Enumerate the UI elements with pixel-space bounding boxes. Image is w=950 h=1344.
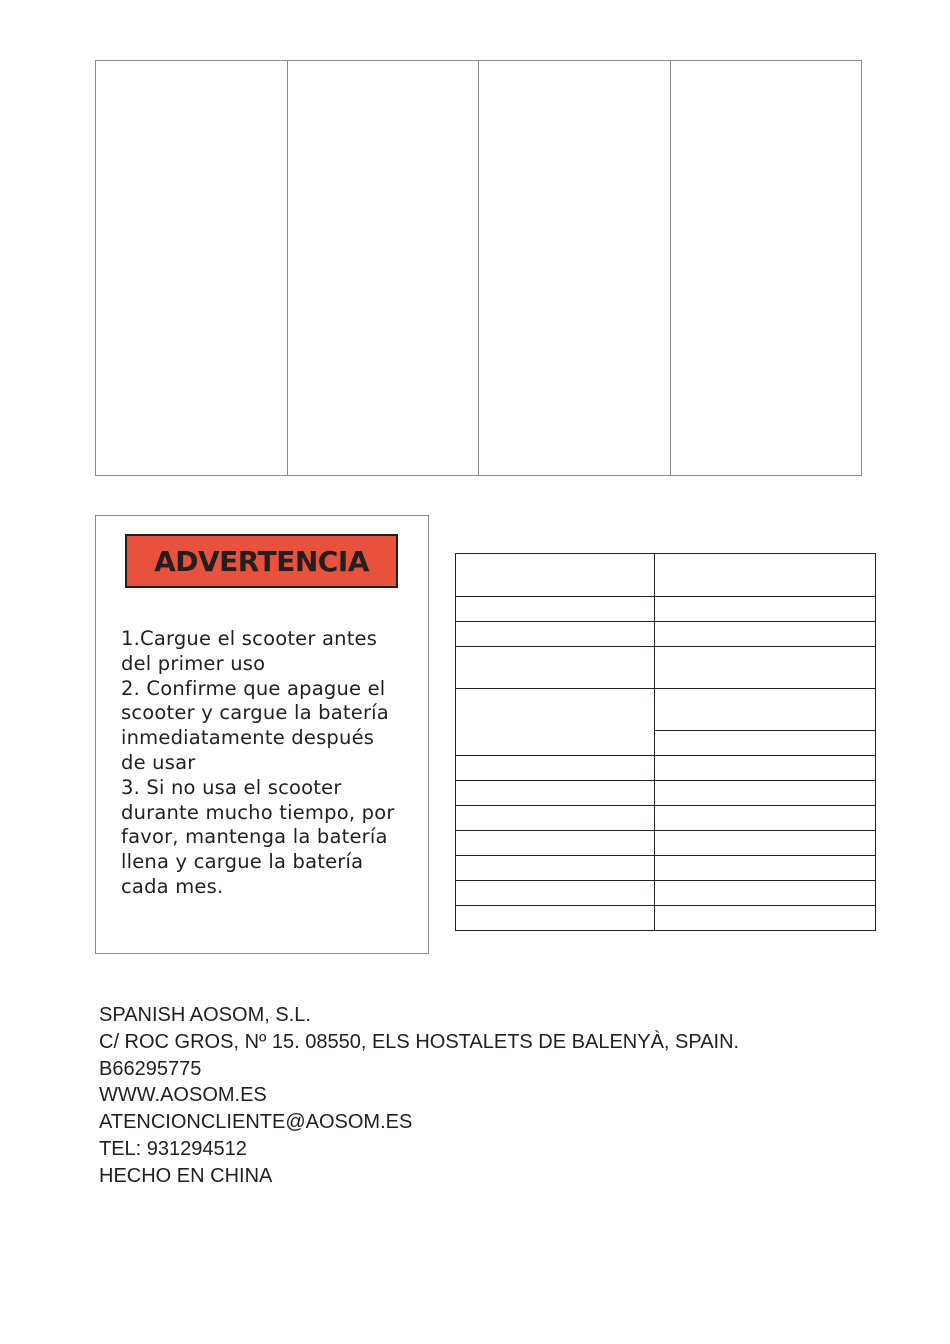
table-row (456, 831, 876, 856)
company-email: ATENCIONCLIENTE@AOSOM.ES (99, 1111, 413, 1134)
warning-line: 1.Cargue el scooter antes (121, 627, 378, 650)
table-row (456, 756, 876, 781)
company-origin: HECHO EN CHINA (99, 1164, 273, 1187)
warning-line: 2. Confirme que apague el (121, 676, 386, 700)
table-cell (655, 756, 876, 781)
table-cell (655, 781, 876, 806)
table-cell (655, 856, 876, 881)
table-cell (456, 554, 655, 597)
table-cell (456, 597, 655, 622)
table-row (456, 906, 876, 931)
table-row (456, 689, 876, 731)
table-cell (456, 622, 655, 647)
top-grid-table (95, 60, 862, 476)
warning-line: cada mes. (121, 874, 224, 898)
top-grid-column-3 (479, 61, 671, 475)
table-cell-merged (456, 689, 655, 756)
table-cell (456, 756, 655, 781)
warning-line: favor, mantenga la batería (121, 825, 388, 849)
table-cell (655, 622, 876, 647)
warning-line: del primer uso (121, 651, 266, 675)
table-cell (655, 806, 876, 831)
top-grid-column-2 (288, 61, 480, 475)
table-cell (655, 906, 876, 931)
table-cell (655, 689, 876, 731)
warning-instructions (121, 627, 421, 900)
warning-line: llena y cargue la batería (121, 850, 364, 874)
table-cell (456, 906, 655, 931)
table-row (456, 856, 876, 881)
table-row (456, 597, 876, 622)
company-website: WWW.AOSOM.ES (99, 1084, 267, 1107)
table-cell (456, 831, 655, 856)
table-cell (655, 597, 876, 622)
warning-line: de usar (121, 750, 196, 774)
table-row (456, 881, 876, 906)
table-cell (655, 647, 876, 689)
table-cell (655, 731, 876, 756)
top-grid-column-1 (96, 61, 288, 475)
table-cell (456, 806, 655, 831)
table-row (456, 554, 876, 597)
table-cell (655, 554, 876, 597)
table-cell (655, 831, 876, 856)
table-row (456, 647, 876, 689)
table-cell (456, 856, 655, 881)
table-cell (456, 881, 655, 906)
company-info (99, 1002, 739, 1190)
warning-box (95, 515, 429, 954)
warning-line: inmediatamente después (121, 726, 375, 750)
table-cell (655, 881, 876, 906)
table-row (456, 622, 876, 647)
warning-banner: ADVERTENCIA (125, 534, 398, 588)
warning-line: durante mucho tiempo, por (121, 800, 395, 824)
warning-line: 3. Si no usa el scooter (121, 775, 342, 799)
table-row (456, 781, 876, 806)
company-tax-id: B66295775 (99, 1057, 202, 1080)
company-phone: TEL: 931294512 (99, 1137, 247, 1160)
table-row (456, 806, 876, 831)
company-name: SPANISH AOSOM, S.L. (99, 1004, 311, 1026)
top-grid-column-4 (671, 61, 862, 475)
warning-line: scooter y cargue la batería (121, 701, 389, 725)
spec-table (455, 553, 876, 931)
company-address: C/ ROC GROS, Nº 15. 08550, ELS HOSTALETS DE BALENYÀ, SPAIN. (99, 1030, 740, 1053)
table-cell (456, 781, 655, 806)
table-cell (456, 647, 655, 689)
